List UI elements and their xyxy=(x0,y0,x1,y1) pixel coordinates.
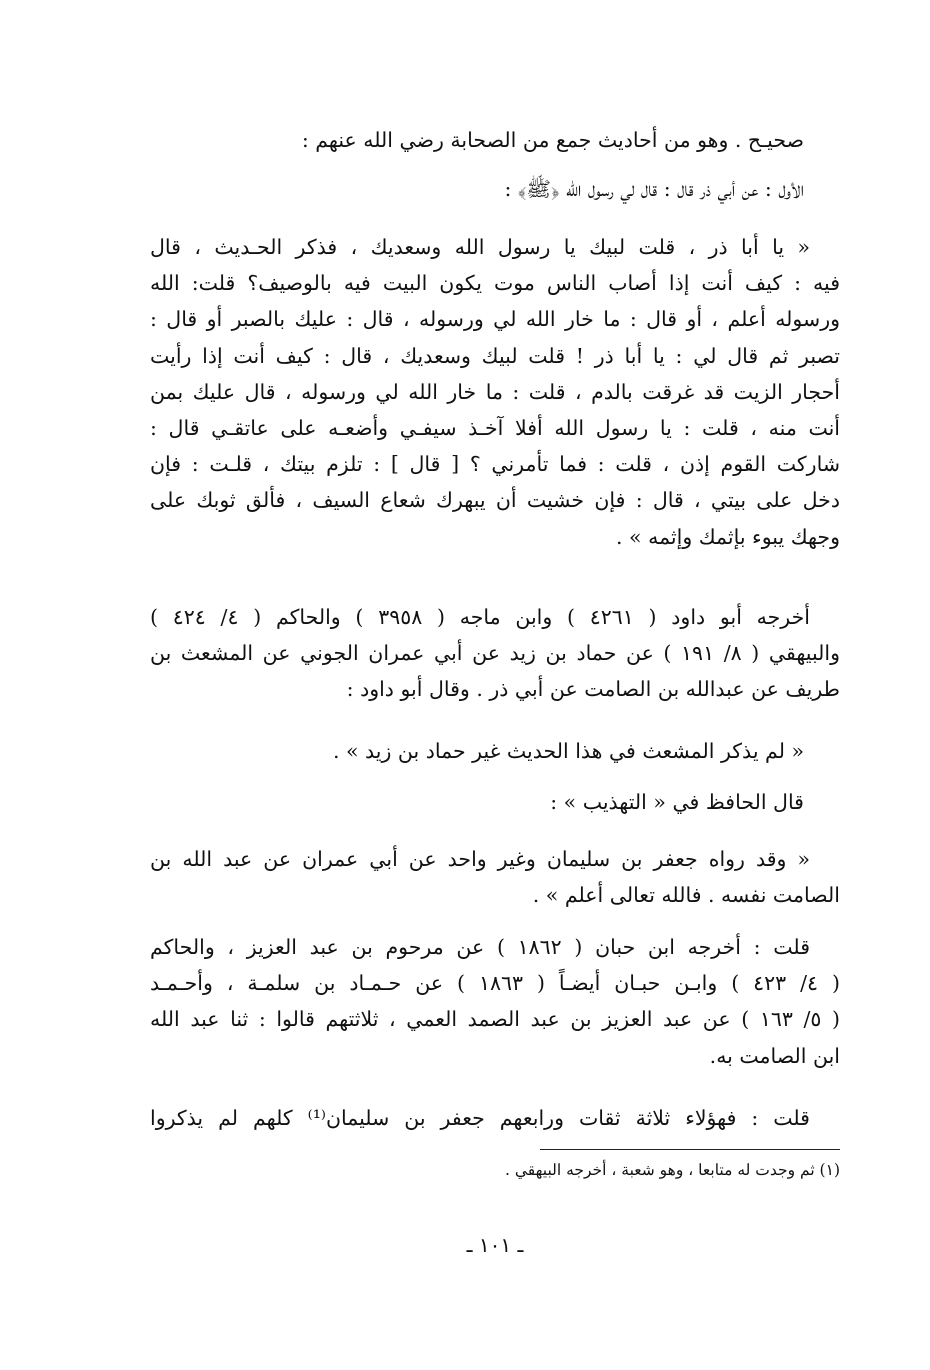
text-line: أخرجه أبو داود ( ٤٢٦١ ) وابن ماجه ( ٣٩٥٨ ) والحاكم ( ٤/ ٤٢٤ ) xyxy=(150,605,810,629)
paragraph-hadith-text xyxy=(150,229,840,555)
text-line: ( ٥/ ١٦٣ ) عن عبد العزيز بن عبد الصمد العمي ، ثلاثتهم قالوا : ثنا عبد الله xyxy=(150,1007,840,1032)
footnote: (١) ثم وجدت له متابعا ، وهو شعبة ، أخرجه البيهقي . xyxy=(505,1161,840,1179)
text-line: الصامت نفسه . فالله تعالى أعلم » . xyxy=(532,883,840,908)
paragraph-intro xyxy=(150,122,840,158)
text-line: « يا أبا ذر ، قلت لبيك يا رسول الله وسعديك ، فذكر الحـديث ، قال xyxy=(150,235,810,259)
text-line: قلت : فهؤلاء ثلاثة ثقات ورابعهم جعفر بن سليمان⁽¹⁾ كلهم لم يذكروا xyxy=(150,1106,810,1130)
text-line: تصبر ثم قال لي : يا أبا ذر ! قلت لبيك وسعديك ، قال : كيف أنت إذا رأيت xyxy=(150,343,840,368)
paragraph-takhrij xyxy=(150,599,840,708)
paragraph-hafiz-intro xyxy=(150,784,840,820)
text-line: وجهك يبوء بإثمك وإثمه » . xyxy=(616,524,840,549)
document-page xyxy=(150,100,840,1340)
page-number: ـ ١٠١ ـ xyxy=(466,1233,524,1257)
paragraph-first-narration xyxy=(150,171,840,207)
text-line: « لم يذكر المشعث في هذا الحديث غير حماد بن زيد » . xyxy=(332,739,804,763)
text-line: ابن الصامت به. xyxy=(709,1043,840,1068)
text-line: ورسوله أعلم ، أو قال : ما خار الله لي ورسوله ، قال : عليك بالصبر أو قال : xyxy=(150,307,840,332)
paragraph-abu-dawud-quote xyxy=(150,733,840,769)
text-line: شاركت القوم إذن ، قلت : فما تأمرني ؟ [ قال ] : تلزم بيتك ، قلـت : فإن xyxy=(150,452,840,477)
text-line: فيه : كيف أنت إذا أصاب الناس موت يكون البيت فيه بالوصيف؟ قلت: الله xyxy=(150,271,840,296)
text-line: طريف عن عبدالله بن الصامت عن أبي ذر . وقال أبو داود : xyxy=(346,677,840,702)
text-line: دخل على بيتي ، قال : فإن خشيت أن يبهرك شعاع السيف ، فألق ثوبك على xyxy=(150,488,840,513)
paragraph-author-note xyxy=(150,929,840,1074)
text-line: قلت : أخرجه ابن حبان ( ١٨٦٢ ) عن مرحوم بن عبد العزيز ، والحاكم xyxy=(150,935,810,959)
paragraph-conclusion xyxy=(150,1100,840,1136)
text-line: أنت منه ، قلت : يا رسول الله أفلا آخـذ سيفـي وأضعـه على عاتقـي قال : xyxy=(150,416,840,441)
text-line: الأول : عن أبي ذر قال : قال لي رسول الله ﴿ﷺ﴾ : xyxy=(504,177,804,201)
text-line: صحيـح . وهو من أحاديث جمع من الصحابة رضي الله عنهم : xyxy=(301,128,804,152)
text-line: « وقد رواه جعفر بن سليمان وغير واحد عن أبي عمران عن عبد الله بن xyxy=(150,847,810,871)
text-line: والبيهقي ( ٨/ ١٩١ ) عن حماد بن زيد عن أبي عمران الجوني عن المشعث بن xyxy=(150,641,840,666)
text-line: أحجار الزيت قد غرقت بالدم ، قلت : ما خار الله لي ورسوله ، قال عليك بمن xyxy=(150,379,840,404)
footnote-separator xyxy=(540,1149,840,1150)
text-line: قال الحافظ في « التهذيب » : xyxy=(550,790,804,814)
paragraph-tahdhib-quote xyxy=(150,841,840,913)
text-line: ( ٤/ ٤٢٣ ) وابـن حبـان أيضـاً ( ١٨٦٣ ) عن حـمـاد بن سلمـة ، وأحـمـد xyxy=(150,971,840,996)
